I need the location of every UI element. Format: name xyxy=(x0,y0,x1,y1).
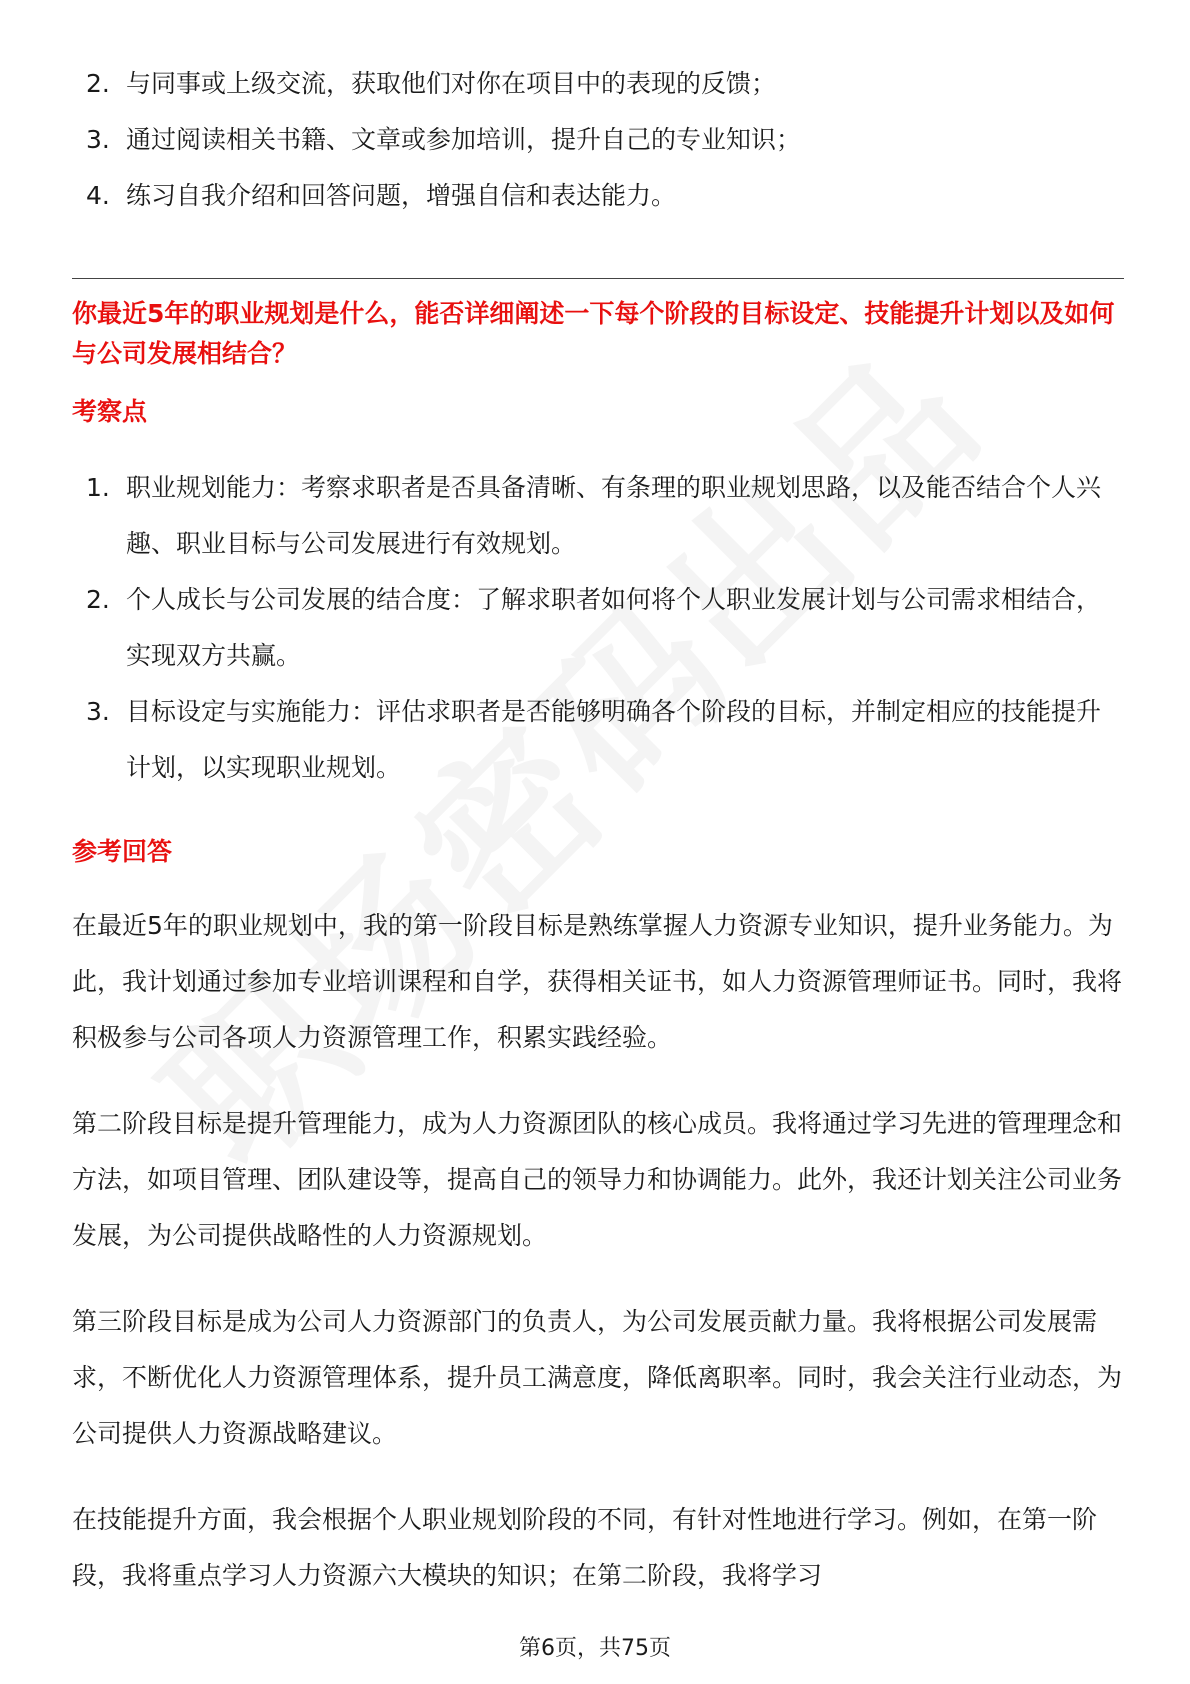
list-item xyxy=(72,112,1124,168)
evaluation-points-list xyxy=(72,460,1124,796)
list-item xyxy=(72,56,1124,112)
list-text: 个人成长与公司发展的结合度：了解求职者如何将个人职业发展计划与公司需求相结合，实现双方共赢。 xyxy=(126,585,1102,670)
page-number-footer: 第6页，共75页 xyxy=(519,1636,671,1661)
answer-paragraph: 在最近5年的职业规划中，我的第一阶段目标是熟练掌握人力资源专业知识，提升业务能力。为此，我计划通过参加专业培训课程和自学，获得相关证书，如人力资源管理师证书。同时，我将积极参与公司各项人力资源管理工作，积累实践经验。 xyxy=(72,911,1123,1052)
list-text: 职业规划能力：考察求职者是否具备清晰、有条理的职业规划思路，以及能否结合个人兴趣、职业目标与公司发展进行有效规划。 xyxy=(126,473,1102,558)
evaluation-points-heading: 考察点 xyxy=(72,397,148,426)
list-item xyxy=(72,572,1124,684)
list-item xyxy=(72,684,1124,796)
list-number: 2. xyxy=(86,69,110,98)
answer-paragraph: 第三阶段目标是成为公司人力资源部门的负责人，为公司发展贡献力量。我将根据公司发展需求，不断优化人力资源管理体系，提升员工满意度，降低离职率。同时，我会关注行业动态，为公司提供人力资源战略建议。 xyxy=(72,1307,1123,1448)
previous-tips-list xyxy=(72,56,1124,224)
reference-answer-heading: 参考回答 xyxy=(72,837,173,866)
list-number: 4. xyxy=(86,181,110,210)
answer-paragraph: 第二阶段目标是提升管理能力，成为人力资源团队的核心成员。我将通过学习先进的管理理念和方法，如项目管理、团队建设等，提高自己的领导力和协调能力。此外，我还计划关注公司业务发展，为公司提供战略性的人力资源规划。 xyxy=(72,1109,1123,1250)
list-number: 2. xyxy=(86,585,110,614)
list-number: 3. xyxy=(86,697,110,726)
document-page xyxy=(72,0,1124,1684)
list-item xyxy=(72,460,1124,572)
list-text: 与同事或上级交流，获取他们对你在项目中的表现的反馈； xyxy=(126,69,777,98)
list-number: 3. xyxy=(86,125,110,154)
list-text: 目标设定与实施能力：评估求职者是否能够明确各个阶段的目标，并制定相应的技能提升计划，以实现职业规划。 xyxy=(126,697,1102,782)
answer-paragraph: 在技能提升方面，我会根据个人职业规划阶段的不同，有针对性地进行学习。例如，在第一阶段，我将重点学习人力资源六大模块的知识；在第二阶段，我将学习 xyxy=(72,1505,1098,1590)
list-text: 通过阅读相关书籍、文章或参加培训，提升自己的专业知识； xyxy=(126,125,802,154)
list-number: 1. xyxy=(86,473,110,502)
list-text: 练习自我介绍和回答问题，增强自信和表达能力。 xyxy=(126,181,677,210)
section-divider xyxy=(72,278,1124,279)
reference-answer-body xyxy=(72,898,1124,1634)
question-title: 你最近5年的职业规划是什么，能否详细阐述一下每个阶段的目标设定、技能提升计划以及如何与公司发展相结合？ xyxy=(72,299,1115,368)
list-item xyxy=(72,168,1124,224)
